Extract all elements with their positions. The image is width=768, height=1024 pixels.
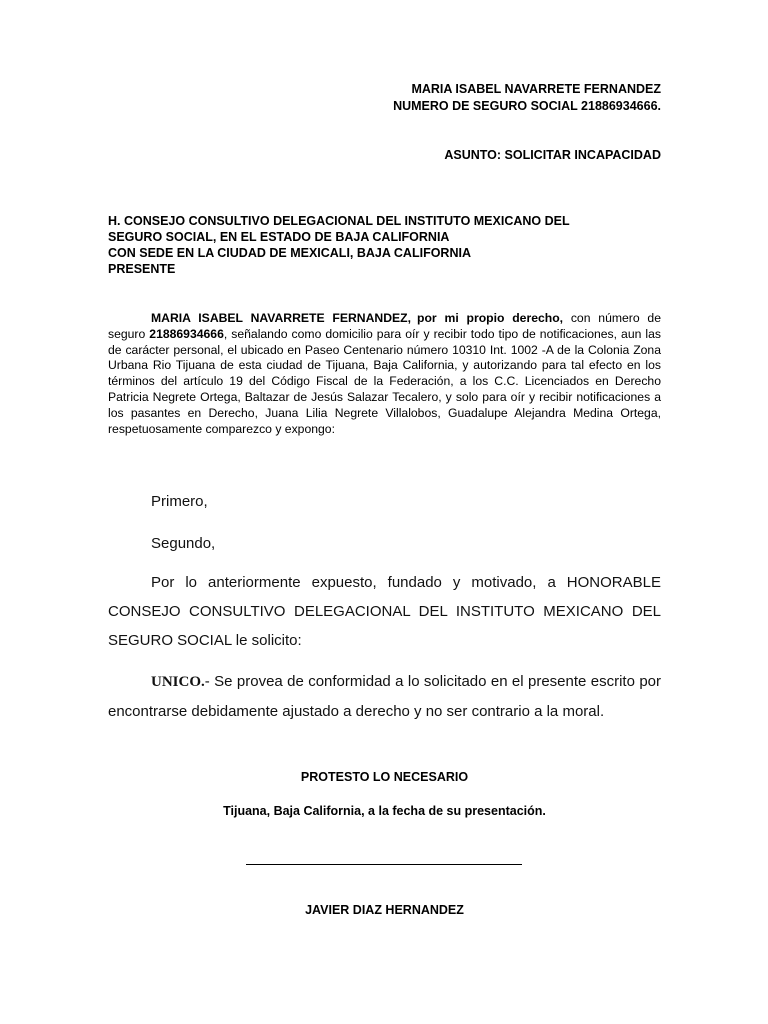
sender-name: MARIA ISABEL NAVARRETE FERNANDEZ [411,82,661,96]
unico-label: UNICO. [151,674,205,690]
intro-number: 21886934666 [149,326,224,341]
addressee-line: H. CONSEJO CONSULTIVO DELEGACIONAL DEL INSTITUTO MEXICANO DEL [108,214,570,228]
addressee-line: SEGURO SOCIAL, EN EL ESTADO DE BAJA CALIFORNIA [108,230,450,244]
unico-paragraph [108,667,661,726]
intro-name: MARIA ISABEL NAVARRETE FERNANDEZ, [151,311,411,325]
protesto-line: PROTESTO LO NECESARIO [300,770,469,784]
intro-own-right: por mi propio derecho, [417,311,564,325]
point-first: Primero, [151,493,208,510]
intro-text: , señalando como domicilio para oír y recibir todo tipo de notificaciones, aun las de carácter personal, el ubicado en Paseo Centenario número 10310 Int. 1002 -A de la Colonia Zona Urbana Rio Tijuana de esta ciudad de Tijuana, Baja California, y autorizando para tal efecto en los términos del artículo 19 del Código Fiscal de la Federación, a los C.C. Licenciados en Derecho Patricia Negrete Ortega, Baltazar de Jesús Salazar Tecalero, y solo para oír y recibir notificaciones a los pasantes en Derecho, Juana Lilia Negrete Villalobos, Guadalupe Alejandra Medina Ortega, respetuosamente comparezco y expongo: [108,326,661,436]
unico-text: - Se provea de conformidad a lo solicitado en el presente escrito por encontrarse debidamente ajustado a derecho y no ser contrario a la moral. [108,673,661,720]
intro-paragraph [108,311,661,437]
subject-line: ASUNTO: SOLICITAR INCAPACIDAD [444,148,661,162]
intro-text: con número de seguro [108,311,661,341]
addressee-line: PRESENTE [108,262,176,276]
point-second: Segundo, [151,535,216,552]
social-security-number: NUMERO DE SEGURO SOCIAL 21886934666. [393,99,661,113]
place-date-line: Tijuana, Baja California, a la fecha de su presentación. [223,804,546,818]
addressee-line: CON SEDE EN LA CIUDAD DE MEXICALI, BAJA CALIFORNIA [108,246,471,260]
addressee-block [108,213,668,277]
petition-paragraph: Por lo anteriormente expuesto, fundado y motivado, a HONORABLE CONSEJO CONSULTIVO DELEGACIONAL DEL INSTITUTO MEXICANO DEL SEGURO SOCIAL le solicito: [108,574,661,649]
signer-name: JAVIER DIAZ HERNANDEZ [305,903,464,917]
signature-line [246,864,522,865]
